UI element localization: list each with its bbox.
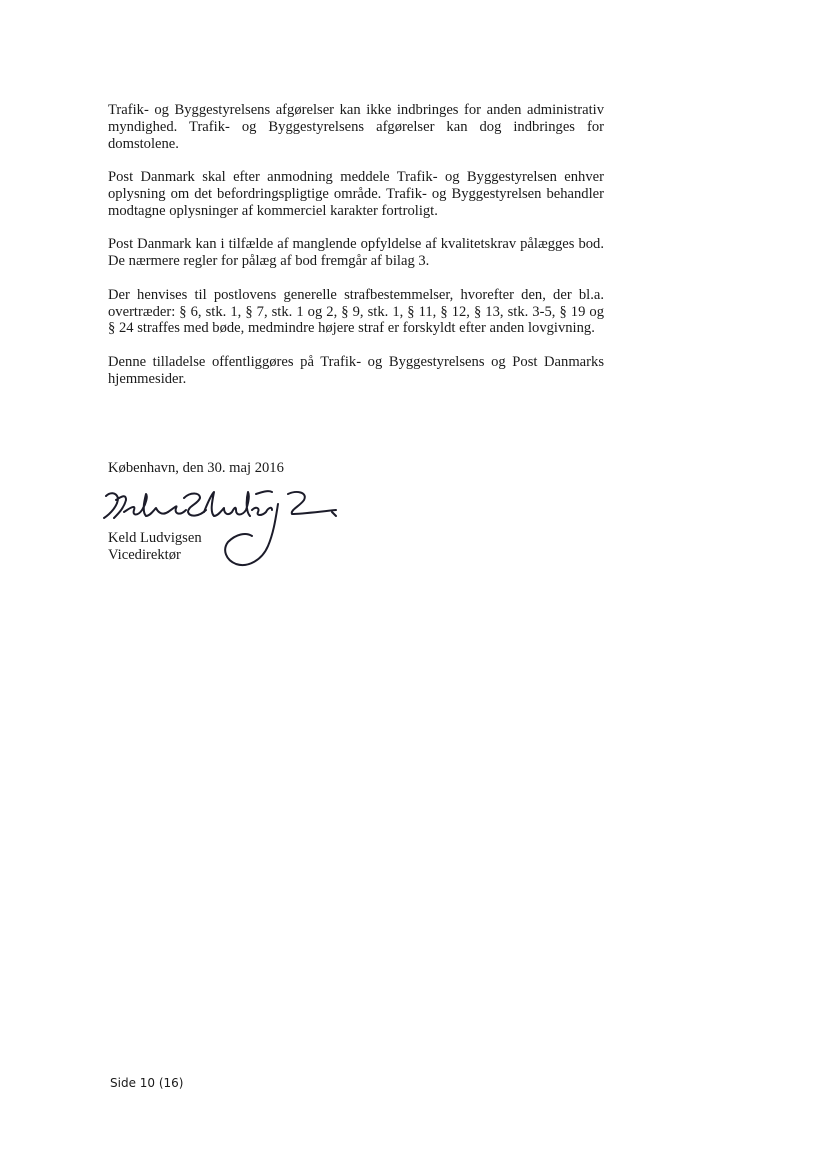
- signer-block: [108, 530, 202, 564]
- signer-name: Keld Ludvigsen: [108, 530, 202, 546]
- page-number: Side 10 (16): [110, 1076, 184, 1090]
- paragraph-publication: Denne tilladelse offentliggøres på Trafik- og Byggestyrelsens og Post Danmarks hjemmesider.: [108, 353, 604, 387]
- paragraph-criminal-provisions: Der henvises til postlovens generelle strafbestemmelser, hvorefter den, der bl.a. overtræder: § 6, stk. 1, § 7, stk. 1 og 2, § 9, stk. 1, § 11, § 12, § 13, stk. 3-5, § 19 og § 24 straffes med bøde, medmindre højere straf er forskyldt efter anden lovgivning.: [108, 286, 604, 337]
- document-body: [108, 102, 604, 404]
- place-date: København, den 30. maj 2016: [108, 460, 284, 476]
- paragraph-penalty: Post Danmark kan i tilfælde af manglende opfyldelse af kvalitetskrav pålægges bod. De nærmere regler for pålæg af bod fremgår af bilag 3.: [108, 236, 604, 270]
- paragraph-information-duty: Post Danmark skal efter anmodning meddele Trafik- og Byggestyrelsen enhver oplysning om det befordringspligtige område. Trafik- og Byggestyrelsen behandler modtagne oplysninger af kommerciel karakter fortroligt.: [108, 169, 604, 219]
- signer-title: Vicedirektør: [108, 546, 181, 563]
- paragraph-appeal: Trafik- og Byggestyrelsens afgørelser kan ikke indbringes for anden administrativ myndighed. Trafik- og Byggestyrelsens afgørelser kan dog indbringes for domstolene.: [108, 102, 604, 152]
